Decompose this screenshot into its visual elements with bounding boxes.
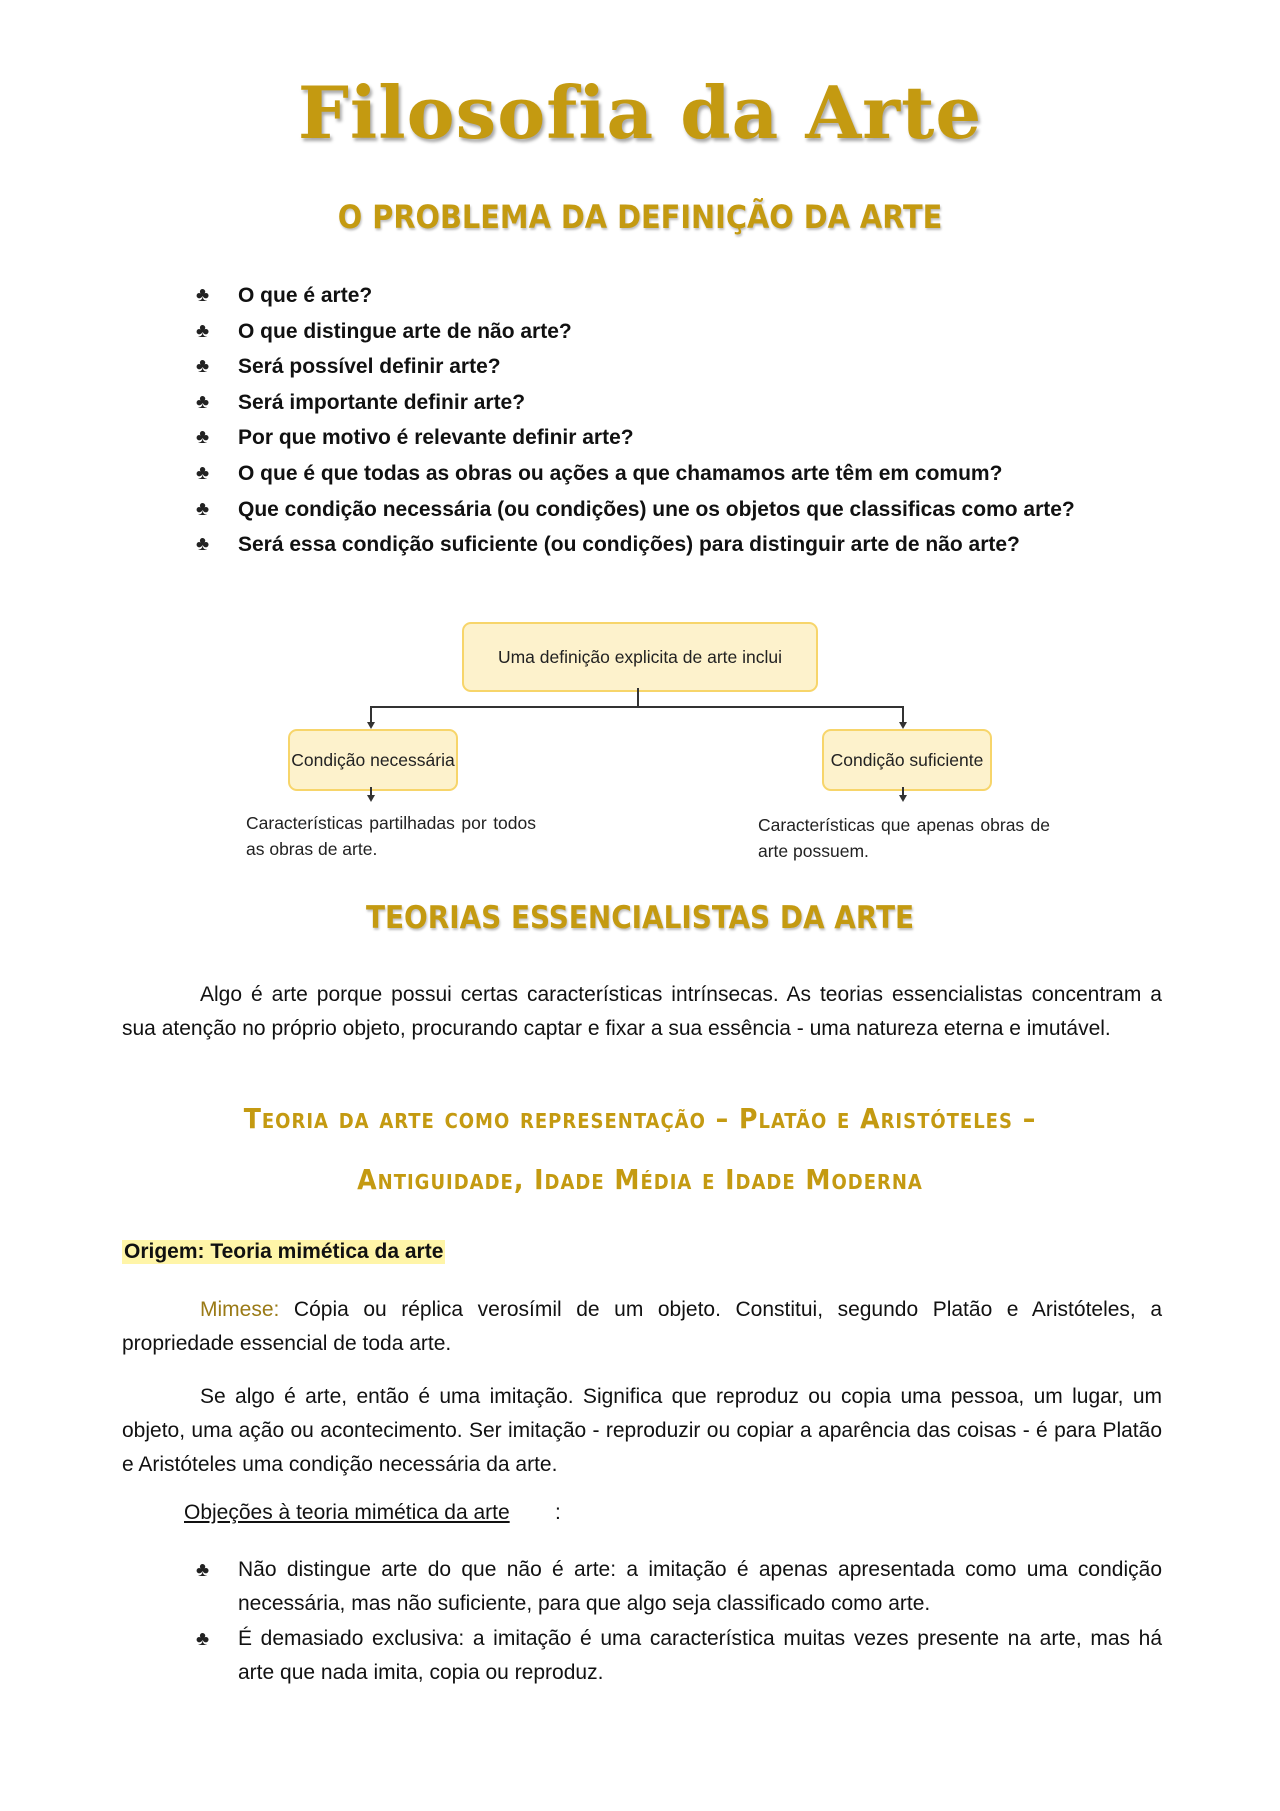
list-item: ♣ O que distingue arte de não arte?	[196, 314, 1146, 350]
club-bullet-icon: ♣	[196, 390, 210, 413]
list-item: ♣ Que condição necessária (ou condições) une os objetos que classificas como arte?	[196, 492, 1146, 528]
questions-list	[196, 278, 1146, 563]
club-bullet-icon: ♣	[196, 355, 210, 378]
mimese-paragraph	[122, 1293, 1162, 1361]
diagram-connector	[637, 688, 639, 707]
arrow-icon	[367, 795, 375, 802]
diagram-sufficient-caption: Características que apenas obras de arte possuem.	[758, 815, 1050, 861]
section-heading-essentialist: TEORIAS ESSENCIALISTAS DA ARTE	[365, 900, 915, 936]
mimese-definition: Cópia ou réplica verosímil de um objeto. Constitui, segundo Platão e Aristóteles, a propriedade essencial de toda arte.	[122, 1298, 1162, 1355]
arrow-icon	[899, 795, 907, 802]
diagram-sufficient-box: Condição suficiente	[822, 729, 992, 791]
diagram-necessary-caption: Características partilhadas por todos as obras de arte.	[246, 813, 536, 859]
imitation-paragraph: Se algo é arte, então é uma imitação. Significa que reproduz ou copia uma pessoa, um lugar, um objeto, uma ação ou acontecimento. Ser imitação - reproduzir ou copiar a aparência das coisas - é para Platão e Aristóteles uma condição necessária da arte.	[122, 1385, 1162, 1476]
list-item: ♣ O que é arte?	[196, 278, 1146, 314]
list-item: ♣ É demasiado exclusiva: a imitação é uma característica muitas vezes presente na arte, mas há arte que nada imita, copia ou reproduz.	[196, 1622, 1162, 1690]
diagram-connector	[370, 706, 904, 708]
section-heading-definition: O PROBLEMA DA DEFINIÇÃO DA ARTE	[337, 198, 943, 236]
club-bullet-icon: ♣	[196, 1559, 210, 1581]
representation-heading-line1: Teoria da arte como representação – Platão e Aristóteles –	[243, 1102, 1037, 1135]
club-bullet-icon: ♣	[196, 1628, 210, 1650]
origin-label: Origem: Teoria mimética da arte	[124, 1240, 444, 1263]
arrow-icon	[367, 722, 375, 729]
club-bullet-icon: ♣	[196, 284, 210, 306]
mimese-term: Mimese:	[200, 1298, 280, 1321]
diagram-connector	[370, 706, 372, 723]
club-bullet-icon: ♣	[196, 533, 210, 556]
objections-label: Objeções à teoria mimética da arte	[184, 1501, 510, 1524]
club-bullet-icon: ♣	[196, 319, 210, 342]
diagram-root-box: Uma definição explicita de arte inclui	[462, 622, 818, 692]
list-item: ♣ Será essa condição suficiente (ou condições) para distinguir arte de não arte?	[196, 527, 1146, 563]
objections-list	[196, 1553, 1162, 1691]
objections-colon: :	[555, 1501, 561, 1524]
list-item: ♣ Não distingue arte do que não é arte: a imitação é apenas apresentada como uma condição necessária, mas não suficiente, para que algo seja classificado como arte.	[196, 1553, 1162, 1621]
arrow-icon	[899, 722, 907, 729]
list-item: ♣ Por que motivo é relevante definir arte?	[196, 420, 1146, 456]
list-item: ♣ Será importante definir arte?	[196, 385, 1146, 421]
representation-heading-line2: Antiguidade, Idade Média e Idade Moderna	[357, 1163, 923, 1196]
page-title: Filosofia da Arte	[297, 70, 983, 155]
essentialist-paragraph: Algo é arte porque possui certas características intrínsecas. As teorias essencialistas concentram a sua atenção no próprio objeto, procurando captar e fixar a sua essência - uma natureza eterna e imutável.	[122, 983, 1162, 1040]
club-bullet-icon: ♣	[196, 426, 210, 449]
diagram-necessary-box: Condição necessária	[288, 729, 458, 791]
list-item: ♣ O que é que todas as obras ou ações a que chamamos arte têm em comum?	[196, 456, 1146, 492]
club-bullet-icon: ♣	[196, 497, 210, 520]
diagram-connector	[902, 706, 904, 723]
list-item: ♣ Será possível definir arte?	[196, 349, 1146, 385]
club-bullet-icon: ♣	[196, 461, 210, 484]
